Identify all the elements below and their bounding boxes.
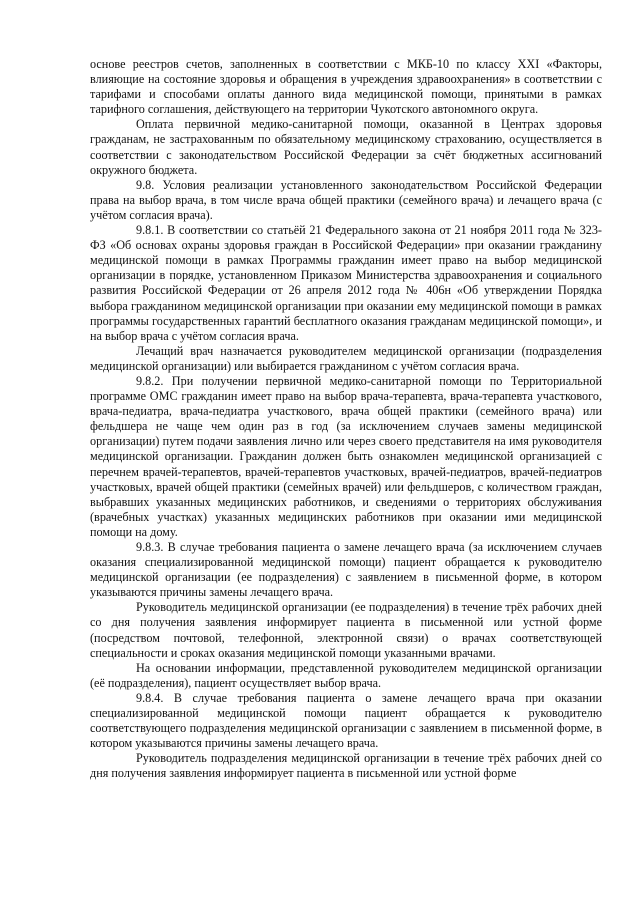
paragraph-section-9-8: 9.8. Условия реализации установленного законодательством Российской Федерации права на выбор врача, в том числе врача общей практики (семейного врача) и лечащего врача (с учётом согласия врача). bbox=[90, 177, 602, 222]
paragraph-section-9-8-3: 9.8.3. В случае требования пациента о замене лечащего врача (за исключением случаев оказания специализированной медицинской помощи) пациент обращается к руководителю медицинской организации (ее подразделения) с заявлением в письменной форме, в котором указываются причины замены лечащего врача. bbox=[90, 540, 602, 600]
paragraph-patient-chooses: На основании информации, представленной руководителем медицинской организации (её подразделения), пациент осуществляет выбор врача. bbox=[90, 660, 602, 690]
paragraph-payment-health-centers: Оплата первичной медико-санитарной помощи, оказанной в Центрах здоровья гражданам, не застрахованным по обязательному медицинскому страхованию, осуществляется в соответствии с законодательством Российской Федерации за счёт бюджетных ассигнований окружного бюджета. bbox=[90, 117, 602, 177]
paragraph-continuation: основе реестров счетов, заполненных в соответствии с МКБ-10 по классу XXI «Факторы, влияющие на состояние здоровья и обращения в учреждения здравоохранения» в соответствии с тарифами и способами оплаты данного вида медицинской помощи, принятыми в рамках тарифного соглашения, действующего на территории Чукотского автономного округа. bbox=[90, 57, 602, 117]
paragraph-department-head-informs: Руководитель подразделения медицинской организации в течение трёх рабочих дней со дня получения заявления информирует пациента в письменной или устной форме bbox=[90, 751, 602, 781]
paragraph-attending-physician: Лечащий врач назначается руководителем медицинской организации (подразделения медицинской организации) или выбирается гражданином с учётом согласия врача. bbox=[90, 343, 602, 373]
paragraph-head-informs-patient: Руководитель медицинской организации (ее подразделения) в течение трёх рабочих дней со дня получения заявления информирует пациента в письменной или устной форме (посредством почтовой, телефонной, электронной связи) о врачах соответствующей специальности и сроках оказания медицинской помощи указанными врачами. bbox=[90, 600, 602, 660]
paragraph-section-9-8-2: 9.8.2. При получении первичной медико-санитарной помощи по Территориальной программе ОМС гражданин имеет право на выбор врача-терапевта, врача-терапевта участкового, врача-педиатра, врача-педиатра участкового, врача общей практики (семейного врача) или фельдшера не чаще чем один раз в год (за исключением случаев замены медицинской организации) путем подачи заявления лично или через своего представителя на имя руководителя медицинской организации. Гражданин должен быть ознакомлен медицинской организацией с перечнем врачей-терапевтов, врачей-терапевтов участковых, врачей-педиатров, врачей-педиатров участковых, врачей общей практики (семейных врачей) или фельдшеров, с количеством граждан, выбравших указанных медицинских работников, и сведениями о территориях обслуживания (врачебных участках) указанных медицинских работников при оказании ими медицинской помощи на дому. bbox=[90, 373, 602, 539]
paragraph-section-9-8-4: 9.8.4. В случае требования пациента о замене лечащего врача при оказании специализированной медицинской помощи пациент обращается к руководителю соответствующего подразделения медицинской организации с заявлением в письменной форме, в котором указываются причины замены лечащего врача. bbox=[90, 690, 602, 751]
paragraph-section-9-8-1: 9.8.1. В соответствии со статьёй 21 Федерального закона от 21 ноября 2011 года № 323-ФЗ «Об основах охраны здоровья граждан в Российской Федерации» при оказании гражданину медицинской помощи в рамках Программы гражданин имеет право на выбор медицинской организации в порядке, установленном Приказом Министерства здравоохранения и социального развития Российской Федерации от 26 апреля 2012 года № 406н «Об утверждении Порядка выбора гражданином медицинской организации при оказании ему медицинской помощи в рамках программы государственных гарантий бесплатного оказания гражданам медицинской помощи», и на выбор врача с учётом согласия врача. bbox=[90, 223, 602, 343]
document-page bbox=[90, 57, 602, 782]
